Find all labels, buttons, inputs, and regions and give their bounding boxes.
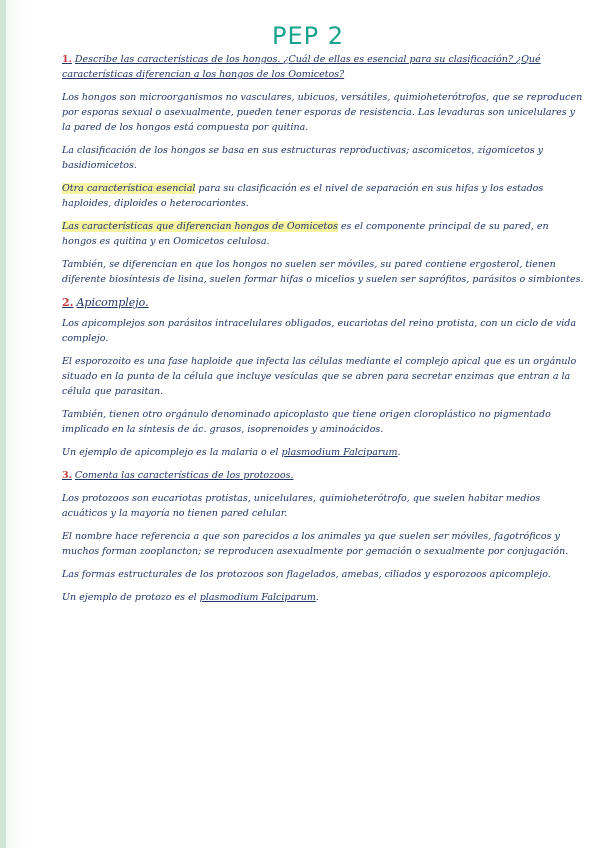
answer-1-paragraph-4 [62, 219, 584, 249]
highlight-differences: Las características que diferencian hongos de Oomicetos [62, 221, 338, 232]
answer-1-paragraph-1: Los hongos son microorganismos no vasculares, ubicuos, versátiles, quimioheterótrofos, que se reproducen por esporas sexual o asexualmente, pueden tener esporas de resistencia. Las levaduras son unicelulares y la pared de los hongos está compuesta por quitina. [62, 92, 583, 133]
question-2-heading: Apicomplejo. [76, 296, 149, 309]
answer-1-paragraph-2: La clasificación de los hongos se basa en sus estructuras reproductivas; ascomicetos, zigomicetos y basidiomicetos. [62, 145, 543, 171]
answer-3-paragraph-1: Los protozoos son eucariotas protistas, unicelulares, quimioheterótrofo, que suelen habitar medios acuáticos y la mayoría no tienen pared celular. [62, 493, 541, 519]
answer-2-paragraph-2: El esporozoito es una fase haploide que infecta las células mediante el complejo apical que es un orgánulo situado en la punta de la célula que incluye vesículas que se abren para secretar enzimas que entran a la célula que parasitan. [62, 356, 577, 397]
question-3-text: Comenta las características de los protozoos. [74, 470, 294, 481]
notes-body [62, 52, 584, 613]
answer-1-paragraph-3 [62, 181, 584, 211]
answer-2-paragraph-4 [62, 445, 584, 460]
question-3-number: 3. [62, 470, 72, 481]
question-1-text: Describe las características de los hongos. ¿Cuál de ellas es esencial para su clasificación? ¿Qué características diferencian a los hongos de los Oomicetos? [62, 54, 541, 80]
answer-3-example-suffix: . [315, 592, 319, 603]
answer-2-paragraph-3: También, tienen otro orgánulo denominado apicoplasto que tiene origen cloroplástico no pigmentado implicado en la síntesis de ác. grasos, isoprenoides y aminoácidos. [62, 409, 551, 435]
question-2-number: 2. [62, 296, 74, 309]
answer-2-example-organism: plasmodium Falciparum [281, 447, 398, 458]
question-2 [62, 295, 584, 310]
question-3 [62, 468, 584, 483]
page-edge [0, 0, 6, 848]
question-1-number: 1. [62, 54, 72, 65]
answer-2-paragraph-1: Los apicomplejos son parásitos intracelulares obligados, eucariotas del reino protista, con un ciclo de vida complejo. [62, 318, 577, 344]
answer-2-example-suffix: . [397, 447, 401, 458]
answer-3-paragraph-2: El nombre hace referencia a que son parecidos a los animales ya que suelen ser móviles, fagotróficos y muchos forman zooplancton; se reproducen asexualmente por gemación o sexualmente por conjugación. [62, 531, 569, 557]
answer-3-example-prefix: Un ejemplo de protozo es el [62, 592, 200, 603]
answer-2-example-prefix: Un ejemplo de apicomplejo es la malaria o el [62, 447, 282, 458]
page-title: PEP 2 [271, 22, 344, 50]
answer-1-paragraph-5: También, se diferencian en que los hongos no suelen ser móviles, su pared contiene ergosterol, tienen diferente biosíntesis de lisina, suelen formar hifas o micelios y suelen ser saprófitos, parásitos o simbiontes. [62, 259, 584, 285]
answer-3-example-organism: plasmodium Falciparum [199, 592, 316, 603]
question-1 [62, 52, 584, 82]
answer-3-paragraph-4 [62, 590, 584, 605]
answer-3-paragraph-3: Las formas estructurales de los protozoos son flagelados, amebas, ciliados y esporozoos apicomplejo. [62, 569, 551, 580]
highlight-essential-characteristic: Otra característica esencial [62, 183, 196, 194]
answer-1-paragraph-3-rest: para su clasificación es el nivel de separación en sus hifas y los estados haploides, diploides o heterocariontes. [62, 183, 544, 209]
answer-1-paragraph-4-rest: es el componente principal de su pared, en hongos es quitina y en Oomicetos celulosa. [62, 221, 549, 247]
